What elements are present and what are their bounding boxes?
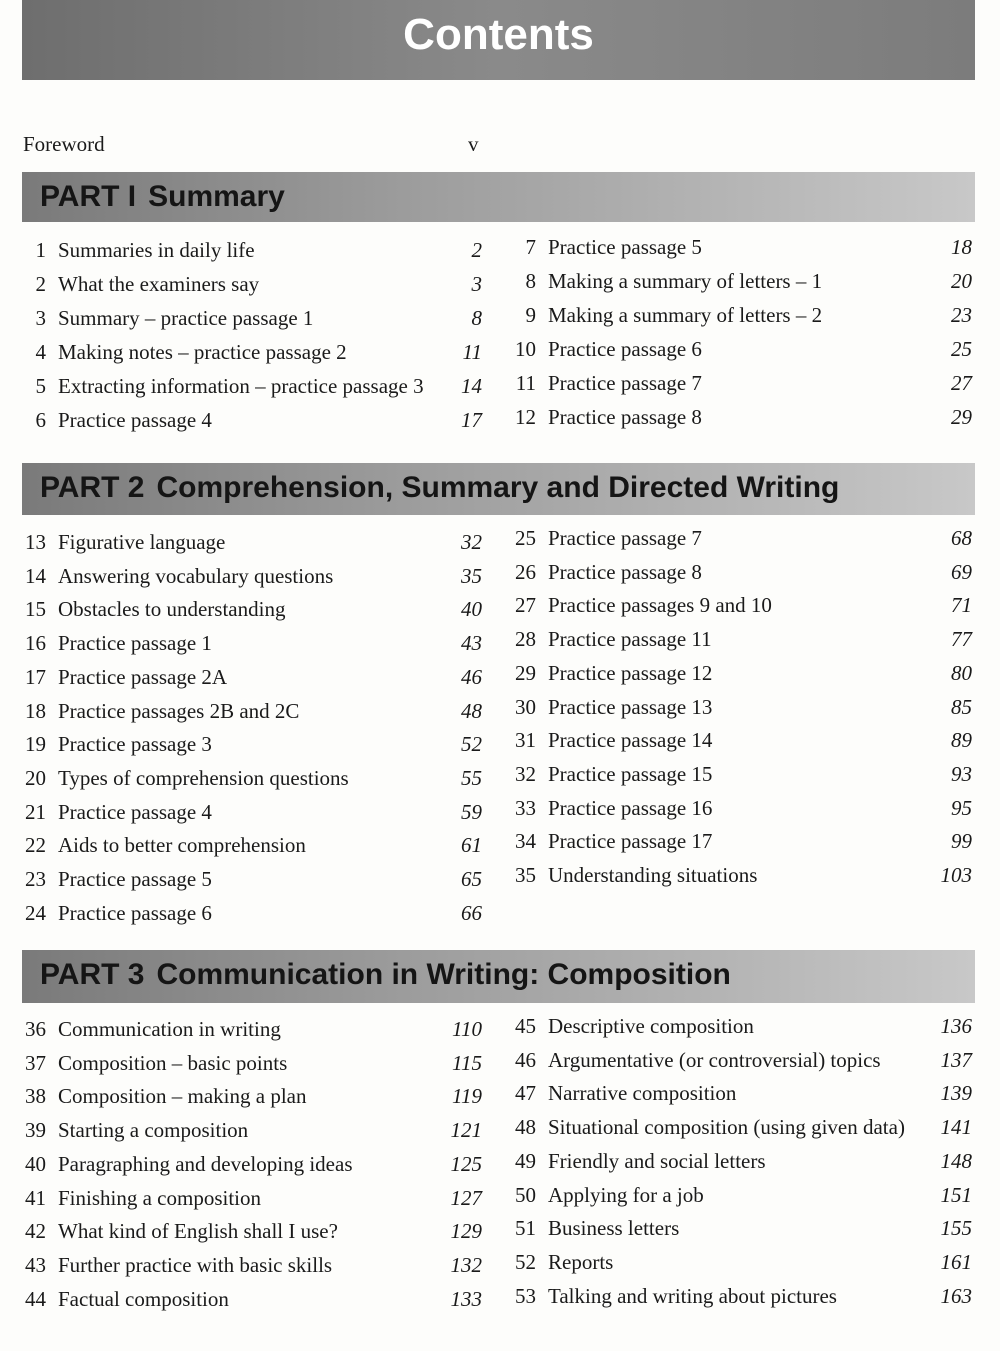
chapter-title: Friendly and social letters — [548, 1148, 766, 1173]
toc-entry — [22, 665, 482, 695]
toc-entry — [22, 766, 482, 796]
page-number: 17 — [461, 408, 482, 432]
page-number: 163 — [940, 1283, 972, 1308]
page-number: 61 — [461, 833, 482, 858]
page-number: 55 — [461, 765, 482, 790]
chapter-title: Making a summary of letters – 2 — [548, 303, 823, 327]
toc-entry — [22, 306, 482, 336]
toc-entry — [512, 1081, 972, 1111]
page-number: 71 — [951, 593, 972, 618]
chapter-title: Argumentative (or controversial) topics — [548, 1047, 881, 1072]
toc-entry — [512, 337, 972, 367]
page-number: 46 — [461, 664, 482, 689]
toc-entry — [512, 627, 972, 657]
chapter-title: Finishing a composition — [58, 1185, 262, 1210]
toc-entry — [22, 1219, 482, 1249]
chapter-title: Practice passages 9 and 10 — [548, 593, 772, 618]
page-number: 65 — [461, 867, 482, 891]
toc-entry — [512, 405, 972, 435]
chapter-number: 2 — [35, 272, 46, 296]
chapter-number: 42 — [25, 1219, 46, 1244]
toc-entry — [22, 1152, 482, 1182]
chapter-title: Types of comprehension questions — [58, 765, 349, 790]
part-label: PART 3 — [40, 958, 145, 991]
chapter-number: 3 — [35, 306, 46, 330]
toc-entry — [512, 593, 972, 623]
chapter-number: 28 — [515, 627, 536, 652]
page-number: 136 — [940, 1014, 972, 1038]
page-number: 129 — [450, 1219, 482, 1244]
chapter-number: 16 — [25, 631, 46, 656]
chapter-number: 12 — [515, 405, 536, 429]
page-number: 59 — [461, 799, 482, 824]
chapter-title: Practice passage 13 — [548, 694, 713, 719]
page-number: 139 — [940, 1081, 972, 1106]
chapter-number: 9 — [525, 303, 536, 327]
page-number: 110 — [452, 1017, 482, 1041]
part-2-banner — [22, 463, 975, 515]
chapter-number: 24 — [25, 900, 46, 925]
chapter-number: 29 — [515, 660, 536, 685]
chapter-number: 47 — [515, 1081, 536, 1106]
page-number: 3 — [471, 272, 482, 296]
toc-entry — [22, 340, 482, 370]
chapter-number: 52 — [515, 1249, 536, 1274]
page-number: 93 — [951, 761, 972, 786]
toc-entry — [22, 564, 482, 594]
toc-entry — [512, 1250, 972, 1280]
foreword-page: v — [468, 132, 479, 156]
part-label: PART I — [40, 180, 137, 213]
part-label: PART 2 — [40, 471, 145, 504]
chapter-number: 48 — [515, 1115, 536, 1140]
chapter-number: 39 — [25, 1118, 46, 1143]
toc-entry — [22, 699, 482, 729]
page-number: 25 — [951, 337, 972, 361]
chapter-number: 53 — [515, 1283, 536, 1308]
page-number: 119 — [452, 1084, 482, 1109]
page-number: 137 — [940, 1047, 972, 1072]
toc-entry — [22, 1287, 482, 1317]
chapter-title: Narrative composition — [548, 1081, 737, 1106]
chapter-number: 18 — [25, 698, 46, 723]
page-number: 85 — [951, 694, 972, 719]
chapter-number: 33 — [515, 795, 536, 820]
toc-entry — [512, 269, 972, 299]
chapter-number: 15 — [25, 597, 46, 622]
page-number: 18 — [951, 235, 972, 259]
toc-entry — [22, 1084, 482, 1114]
chapter-number: 17 — [25, 664, 46, 689]
chapter-title: Practice passage 15 — [548, 761, 713, 786]
chapter-number: 32 — [515, 761, 536, 786]
page-number: 132 — [450, 1252, 482, 1277]
page-number: 125 — [450, 1151, 482, 1176]
chapter-title: Practice passage 2A — [58, 664, 228, 689]
chapter-title: Practice passage 6 — [548, 337, 702, 361]
chapter-number: 30 — [515, 694, 536, 719]
chapter-number: 10 — [515, 337, 536, 361]
chapter-title: Talking and writing about pictures — [548, 1283, 837, 1308]
chapter-title: Practice passage 14 — [548, 728, 713, 753]
page-number: 66 — [461, 900, 482, 925]
page-number: 48 — [461, 698, 482, 723]
toc-entry — [512, 695, 972, 725]
toc-entry — [512, 661, 972, 691]
chapter-title: Practice passage 11 — [548, 627, 712, 652]
part-1-banner — [22, 172, 975, 222]
chapter-number: 1 — [35, 238, 46, 262]
toc-entry — [22, 408, 482, 438]
chapter-title: Descriptive composition — [548, 1014, 754, 1038]
chapter-title: Practice passage 17 — [548, 829, 713, 854]
chapter-number: 35 — [515, 863, 536, 887]
page-number: 2 — [471, 238, 482, 262]
chapter-title: Practice passage 5 — [548, 235, 702, 259]
page-number: 115 — [452, 1050, 482, 1075]
part-3-banner — [22, 950, 975, 1003]
chapter-title: Starting a composition — [58, 1118, 249, 1143]
page-number: 11 — [462, 340, 482, 364]
page-number: 89 — [951, 728, 972, 753]
page-number: 133 — [450, 1286, 482, 1311]
page-number: 127 — [450, 1185, 482, 1210]
part-title: Communication in Writing: Composition — [156, 958, 731, 991]
chapter-title: Practice passage 7 — [548, 526, 702, 550]
chapter-number: 37 — [25, 1050, 46, 1075]
toc-entry — [512, 371, 972, 401]
chapter-number: 22 — [25, 833, 46, 858]
chapter-title: What kind of English shall I use? — [58, 1219, 338, 1244]
toc-entry — [22, 631, 482, 661]
chapter-number: 44 — [25, 1286, 46, 1311]
page-number: 52 — [461, 732, 482, 757]
chapter-title: Practice passages 2B and 2C — [58, 698, 300, 723]
toc-entry — [22, 1051, 482, 1081]
page-number: 161 — [940, 1249, 972, 1274]
page-number: 40 — [461, 597, 482, 622]
chapter-number: 23 — [25, 867, 46, 891]
toc-entry — [512, 1284, 972, 1314]
chapter-number: 19 — [25, 732, 46, 757]
page-number: 69 — [951, 559, 972, 584]
chapter-number: 50 — [515, 1182, 536, 1207]
toc-entry — [22, 1253, 482, 1283]
chapter-title: Practice passage 4 — [58, 799, 212, 824]
chapter-number: 38 — [25, 1084, 46, 1109]
part-title: Comprehension, Summary and Directed Writing — [156, 471, 840, 504]
page-number: 23 — [951, 303, 972, 327]
chapter-number: 34 — [515, 829, 536, 854]
chapter-number: 43 — [25, 1252, 46, 1277]
toc-entry — [22, 901, 482, 931]
chapter-number: 40 — [25, 1151, 46, 1176]
chapter-number: 6 — [35, 408, 46, 432]
chapter-title: Reports — [548, 1249, 614, 1274]
chapter-title: Answering vocabulary questions — [58, 563, 334, 588]
chapter-number: 45 — [515, 1014, 536, 1038]
part-title: Summary — [148, 180, 285, 213]
chapter-title: Understanding situations — [548, 863, 758, 887]
page-number: 20 — [951, 269, 972, 293]
toc-entry — [22, 1118, 482, 1148]
toc-entry — [22, 833, 482, 863]
chapter-number: 5 — [35, 374, 46, 398]
chapter-title: Practice passage 1 — [58, 631, 212, 656]
chapter-title: Practice passage 5 — [58, 867, 212, 891]
toc-entry — [22, 374, 482, 404]
page-number: 43 — [461, 631, 482, 656]
toc-entry — [22, 597, 482, 627]
page-number: 80 — [951, 660, 972, 685]
toc-entry — [512, 560, 972, 590]
chapter-title: Summaries in daily life — [58, 238, 255, 262]
chapter-number: 49 — [515, 1148, 536, 1173]
chapter-title: Situational composition (using given data) — [548, 1115, 905, 1140]
page-number: 103 — [940, 863, 972, 887]
page-number: 151 — [940, 1182, 972, 1207]
chapter-title: Composition – basic points — [58, 1050, 288, 1075]
chapter-number: 21 — [25, 799, 46, 824]
toc-entry — [512, 762, 972, 792]
chapter-number: 8 — [525, 269, 536, 293]
chapter-title: Figurative language — [58, 530, 226, 554]
chapter-title: Practice passage 6 — [58, 900, 212, 925]
chapter-title: Obstacles to understanding — [58, 597, 286, 622]
chapter-title: Summary – practice passage 1 — [58, 306, 314, 330]
chapter-title: Communication in writing — [58, 1017, 281, 1041]
chapter-title: Making notes – practice passage 2 — [58, 340, 347, 364]
chapter-title: Making a summary of letters – 1 — [548, 269, 823, 293]
page-number: 99 — [951, 829, 972, 854]
chapter-title: Further practice with basic skills — [58, 1252, 333, 1277]
chapter-number: 7 — [525, 235, 536, 259]
chapter-title: Practice passage 7 — [548, 371, 702, 395]
toc-entry — [22, 272, 482, 302]
toc-entry — [22, 732, 482, 762]
page-number: 35 — [461, 563, 482, 588]
chapter-number: 4 — [35, 340, 46, 364]
page-number: 29 — [951, 405, 972, 429]
toc-entry — [22, 867, 482, 897]
page-number: 8 — [471, 306, 482, 330]
toc-entry — [22, 800, 482, 830]
chapter-title: Extracting information – practice passage 3 — [58, 374, 424, 398]
toc-entry — [512, 829, 972, 859]
page-number: 27 — [951, 371, 972, 395]
chapter-number: 11 — [515, 371, 536, 395]
toc-entry — [512, 728, 972, 758]
chapter-title: Composition – making a plan — [58, 1084, 307, 1109]
page-number: 95 — [951, 795, 972, 820]
chapter-number: 36 — [25, 1017, 46, 1041]
toc-entry — [512, 1216, 972, 1246]
chapter-number: 46 — [515, 1047, 536, 1072]
toc-entry — [512, 1149, 972, 1179]
chapter-title: Business letters — [548, 1216, 680, 1241]
foreword-label: Foreword — [23, 132, 105, 156]
chapter-number: 20 — [25, 765, 46, 790]
toc-entry — [22, 1186, 482, 1216]
chapter-number: 27 — [515, 593, 536, 618]
chapter-title: What the examiners say — [58, 272, 260, 296]
toc-entry — [512, 863, 972, 893]
chapter-title: Practice passage 4 — [58, 408, 212, 432]
toc-entry — [512, 1183, 972, 1213]
chapter-number: 13 — [25, 530, 46, 554]
page-number: 77 — [951, 627, 972, 652]
chapter-number: 51 — [515, 1216, 536, 1241]
chapter-number: 25 — [515, 526, 536, 550]
page-number: 141 — [940, 1115, 972, 1140]
toc-entry — [512, 1115, 972, 1145]
chapter-number: 31 — [515, 728, 536, 753]
chapter-title: Practice passage 8 — [548, 405, 702, 429]
chapter-title: Applying for a job — [548, 1182, 704, 1207]
chapter-number: 41 — [25, 1185, 46, 1210]
page-number: 32 — [461, 530, 482, 554]
toc-entry — [512, 796, 972, 826]
chapter-title: Practice passage 16 — [548, 795, 713, 820]
toc-entry — [512, 303, 972, 333]
chapter-title: Aids to better comprehension — [58, 833, 306, 858]
chapter-title: Factual composition — [58, 1286, 229, 1311]
toc-entry — [22, 530, 482, 560]
toc-entry — [22, 238, 482, 268]
page-number: 68 — [951, 526, 972, 550]
toc-entry — [512, 526, 972, 556]
page-number: 148 — [940, 1148, 972, 1173]
page-number: 155 — [940, 1216, 972, 1241]
page-number: 121 — [450, 1118, 482, 1143]
page-number: 14 — [461, 374, 482, 398]
page-title: Contents — [403, 10, 594, 59]
title-banner — [22, 0, 975, 80]
chapter-title: Practice passage 8 — [548, 559, 702, 584]
chapter-title: Practice passage 12 — [548, 660, 713, 685]
toc-entry — [512, 235, 972, 265]
chapter-number: 26 — [515, 559, 536, 584]
chapter-number: 14 — [25, 563, 46, 588]
toc-entry — [22, 1017, 482, 1047]
toc-entry — [512, 1048, 972, 1078]
toc-entry — [512, 1014, 972, 1044]
chapter-title: Practice passage 3 — [58, 732, 212, 757]
chapter-title: Paragraphing and developing ideas — [58, 1151, 353, 1176]
